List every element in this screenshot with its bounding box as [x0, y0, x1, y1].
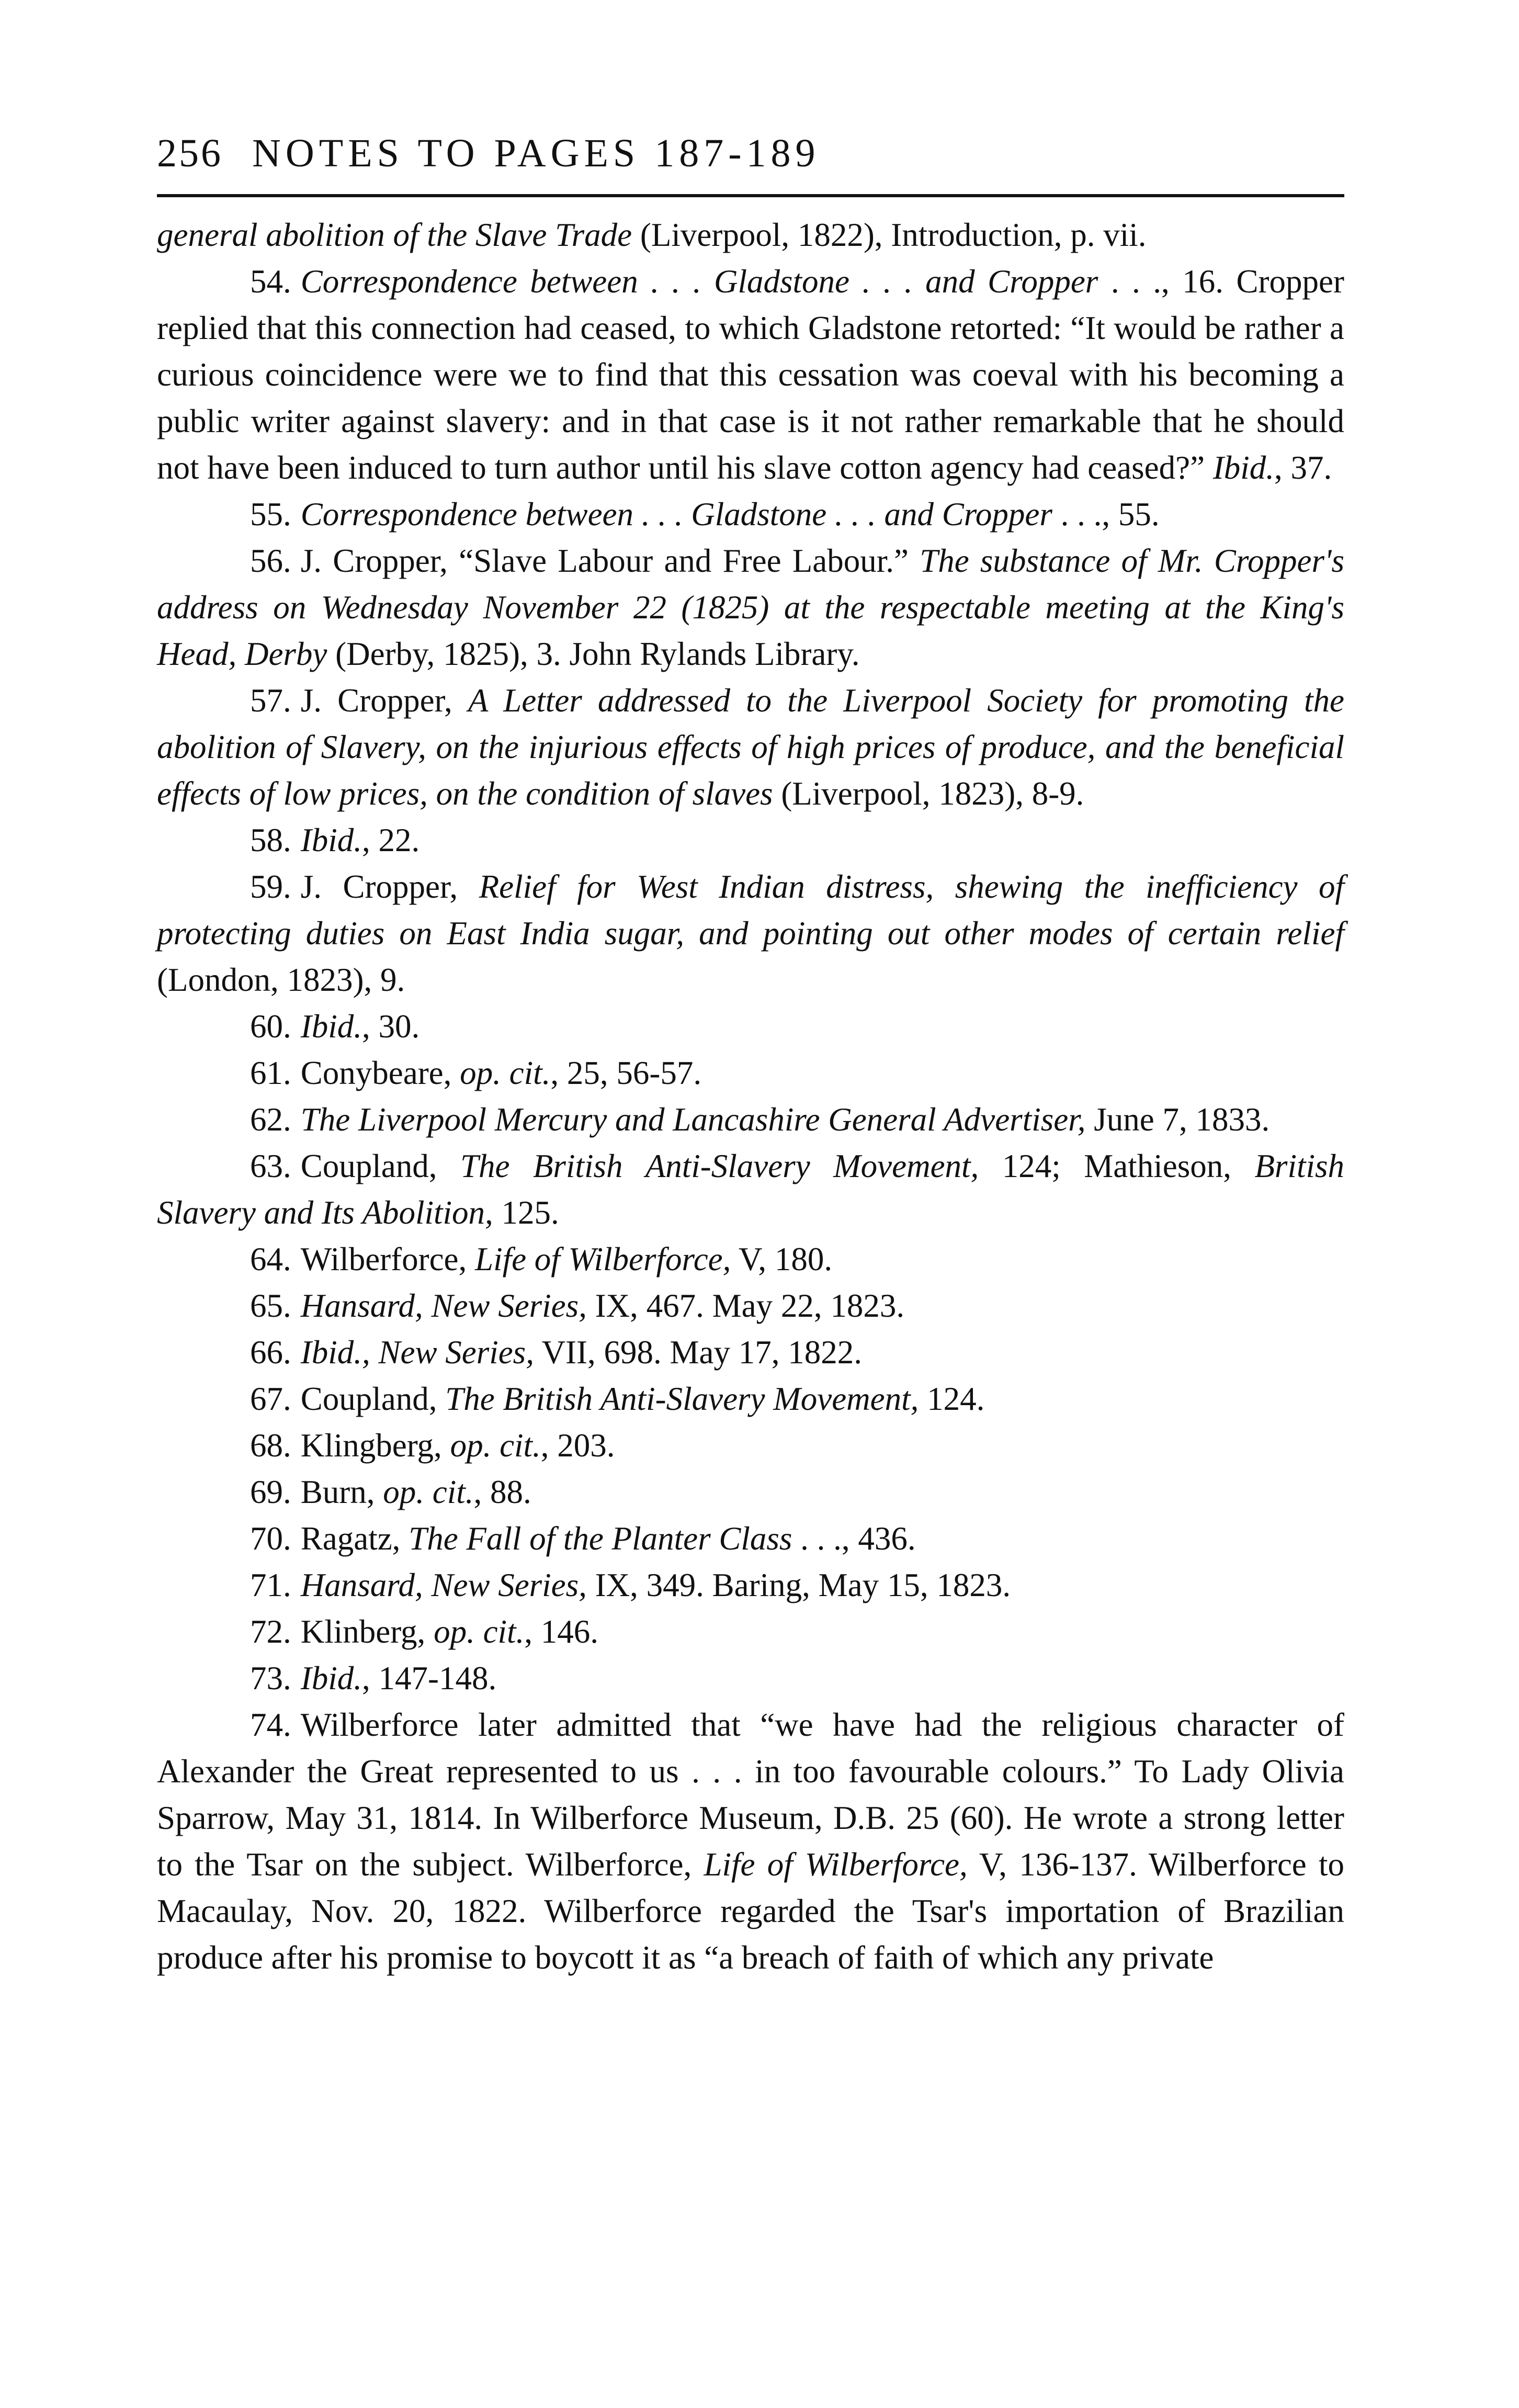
- footnote-text: , 146.: [524, 1613, 599, 1650]
- footnote-title-text: Correspondence between . . . Gladstone . . . and Cropper: [300, 496, 1052, 533]
- footnote-text: V, 136-137. Wilberforce to Macaulay, Nov. 20, 1822. Wilberforce regarded the Tsar's importation of Brazilian produce after his promise to boycott it as “a breach of faith of which any private: [157, 1846, 1344, 1976]
- footnote: [157, 1236, 1344, 1283]
- footnote-text: . . ., 16. Cropper replied that this connection had ceased, to which Gladstone retorted: “It would be rather a curious coincidence were we to find that this cessation was coeval with his becoming a public writer against slavery: and in that case is it not rather remarkable that he should not have been induced to turn author until his slave cotton agency had ceased?”: [157, 263, 1344, 486]
- footnote: [157, 1562, 1344, 1609]
- footnote-title-text: op. cit.: [450, 1427, 541, 1464]
- footnote-text: J. Cropper,: [300, 682, 468, 719]
- footnote-title-text: Ibid.: [300, 1660, 362, 1697]
- footnote: [157, 817, 1344, 864]
- footnote: [157, 1283, 1344, 1329]
- footnote-text: IX, 349. Baring, May 15, 1823.: [586, 1567, 1011, 1603]
- footnote-text: Coupland,: [300, 1381, 446, 1417]
- footnote-number: 67.: [250, 1381, 291, 1417]
- footnote: [157, 1329, 1344, 1376]
- footnote-number: 59.: [250, 868, 291, 905]
- footnote-number: 56.: [250, 542, 291, 579]
- footnote-text: 125.: [493, 1194, 559, 1231]
- footnote: [157, 1096, 1344, 1143]
- footnote-text: Ragatz,: [300, 1520, 409, 1557]
- footnote: [157, 864, 1344, 1003]
- footnote-text: 124; Mathieson,: [979, 1148, 1255, 1184]
- book-page: [157, 133, 1344, 1981]
- footnote-text: Burn,: [300, 1474, 383, 1510]
- footnote-text: (Liverpool, 1823), 8-9.: [773, 775, 1084, 812]
- footnote-text: Wilberforce,: [300, 1241, 475, 1278]
- footnote-text: , 22.: [361, 822, 420, 858]
- footnote-number: 63.: [250, 1148, 291, 1184]
- footnote-number: 61.: [250, 1055, 291, 1091]
- footnote-number: 62.: [250, 1101, 291, 1138]
- footnote-title-text: general abolition of the Slave Trade: [157, 217, 632, 253]
- footnote-title-text: The British Anti-Slavery Movement,: [460, 1148, 979, 1184]
- footnote-title-text: Correspondence between . . . Gladstone . . . and Cropper: [300, 263, 1098, 300]
- footnote: [157, 258, 1344, 491]
- footnote-number: 73.: [250, 1660, 291, 1697]
- footnote-title-text: Relief for West Indian distress, shewing the inefficiency of protecting duties on East India sugar, and pointing out other modes of certain relief: [157, 868, 1345, 952]
- footnote-number: 65.: [250, 1287, 291, 1324]
- footnote: [157, 1702, 1344, 1981]
- footnote-title-text: op. cit.: [460, 1055, 551, 1091]
- footnote-title-text: Hansard, New Series,: [300, 1287, 587, 1324]
- footnote: [157, 1376, 1344, 1422]
- footnote-number: 70.: [250, 1520, 291, 1557]
- footnote-number: 57.: [250, 682, 291, 719]
- footnote-number: 54.: [250, 263, 291, 300]
- footnote-text: Coupland,: [300, 1148, 460, 1184]
- footnote-number: 69.: [250, 1474, 291, 1510]
- footnote: [157, 677, 1344, 817]
- footnote: [157, 538, 1344, 677]
- footnote-continuation: [157, 212, 1344, 258]
- page-number: 256: [157, 131, 223, 175]
- footnote-text: , 203.: [540, 1427, 615, 1464]
- footnote-title-text: Ibid., New Series,: [300, 1334, 534, 1371]
- footnote: [157, 1469, 1344, 1516]
- footnote-number: 66.: [250, 1334, 291, 1371]
- footnote-text: . . ., 436.: [792, 1520, 916, 1557]
- footnote-number: 58.: [250, 822, 291, 858]
- footnote-text: , 30.: [361, 1008, 420, 1045]
- footnote-text: Conybeare,: [300, 1055, 460, 1091]
- footnote-text: Klinberg,: [300, 1613, 434, 1650]
- footnote-text: VII, 698. May 17, 1822.: [534, 1334, 862, 1371]
- footnote: [157, 1003, 1344, 1050]
- footnote: [157, 1422, 1344, 1469]
- footnote: [157, 1143, 1344, 1236]
- footnote-text: , 25, 56-57.: [550, 1055, 702, 1091]
- footnote-text: Wilberforce later admitted that “we have had the religious character of Alexander the Great represented to us . . . in too favourable colours.” To Lady Olivia Sparrow, May 31, 1814. In Wilberforce Museum, D.B. 25 (60). He wrote a strong letter to the Tsar on the subject. Wilberforce,: [157, 1706, 1344, 1883]
- footnote-text: Klingberg,: [300, 1427, 450, 1464]
- footnote-title-text: Life of Wilberforce,: [704, 1846, 968, 1883]
- footnote-title-text: The British Anti-Slavery Movement,: [445, 1381, 919, 1417]
- footnote-number: 55.: [250, 496, 291, 533]
- running-head: [157, 133, 1344, 197]
- footnote-text: , 88.: [473, 1474, 531, 1510]
- footnote-title-text: The Liverpool Mercury and Lancashire General Advertiser,: [300, 1101, 1086, 1138]
- footnote-text: (Derby, 1825), 3. John Rylands Library.: [327, 636, 860, 672]
- footnote-number: 74.: [250, 1706, 291, 1743]
- footnote: [157, 1609, 1344, 1655]
- footnote-title-text: The Fall of the Planter Class: [409, 1520, 792, 1557]
- footnote-title-text: op. cit.: [383, 1474, 474, 1510]
- footnote-text: (London, 1823), 9.: [157, 962, 405, 998]
- footnote-text: V, 180.: [731, 1241, 833, 1278]
- footnote-title-text: A Letter addressed to the Liverpool Society for promoting the abolition of Slavery, on the injurious effects of high prices of produce, and the beneficial effects of low prices, on the condition of slaves: [157, 682, 1344, 812]
- footnote-title-text: Ibid.: [300, 822, 362, 858]
- footnote: [157, 1655, 1344, 1702]
- footnote-number: 71.: [250, 1567, 291, 1603]
- footnote-number: 72.: [250, 1613, 291, 1650]
- footnote-text: June 7, 1833.: [1085, 1101, 1270, 1138]
- footnote-number: 64.: [250, 1241, 291, 1278]
- running-head-title: NOTES TO PAGES 187-189: [252, 131, 820, 175]
- footnote: [157, 1516, 1344, 1562]
- footnote-text: J. Cropper, “Slave Labour and Free Labour.”: [300, 542, 920, 579]
- footnote-number: 60.: [250, 1008, 291, 1045]
- footnote-text: (Liverpool, 1822), Introduction, p. vii.: [632, 217, 1147, 253]
- footnote-title-text: Life of Wilberforce,: [475, 1241, 731, 1278]
- footnote-text: IX, 467. May 22, 1823.: [586, 1287, 905, 1324]
- notes-list: [157, 212, 1344, 1981]
- footnote: [157, 491, 1344, 538]
- footnote-text: J. Cropper,: [300, 868, 479, 905]
- footnote-title-text: The substance of Mr. Cropper's address on Wednesday November 22 (1825) at the respectable meeting at the King's Head, Derby: [157, 542, 1344, 672]
- footnote: [157, 1050, 1344, 1096]
- footnote-text: . . ., 55.: [1052, 496, 1160, 533]
- footnote-title-text: Ibid.: [300, 1008, 362, 1045]
- footnote-text: 124.: [919, 1381, 985, 1417]
- footnote-number: 68.: [250, 1427, 291, 1464]
- footnote-title-text: Ibid.: [1212, 449, 1275, 486]
- footnote-text: , 37.: [1274, 449, 1332, 486]
- footnote-text: , 147-148.: [361, 1660, 497, 1697]
- footnote-title-text: Hansard, New Series,: [300, 1567, 587, 1603]
- footnote-title-text: British Slavery and Its Abolition,: [157, 1148, 1344, 1231]
- footnote-title-text: op. cit.: [434, 1613, 525, 1650]
